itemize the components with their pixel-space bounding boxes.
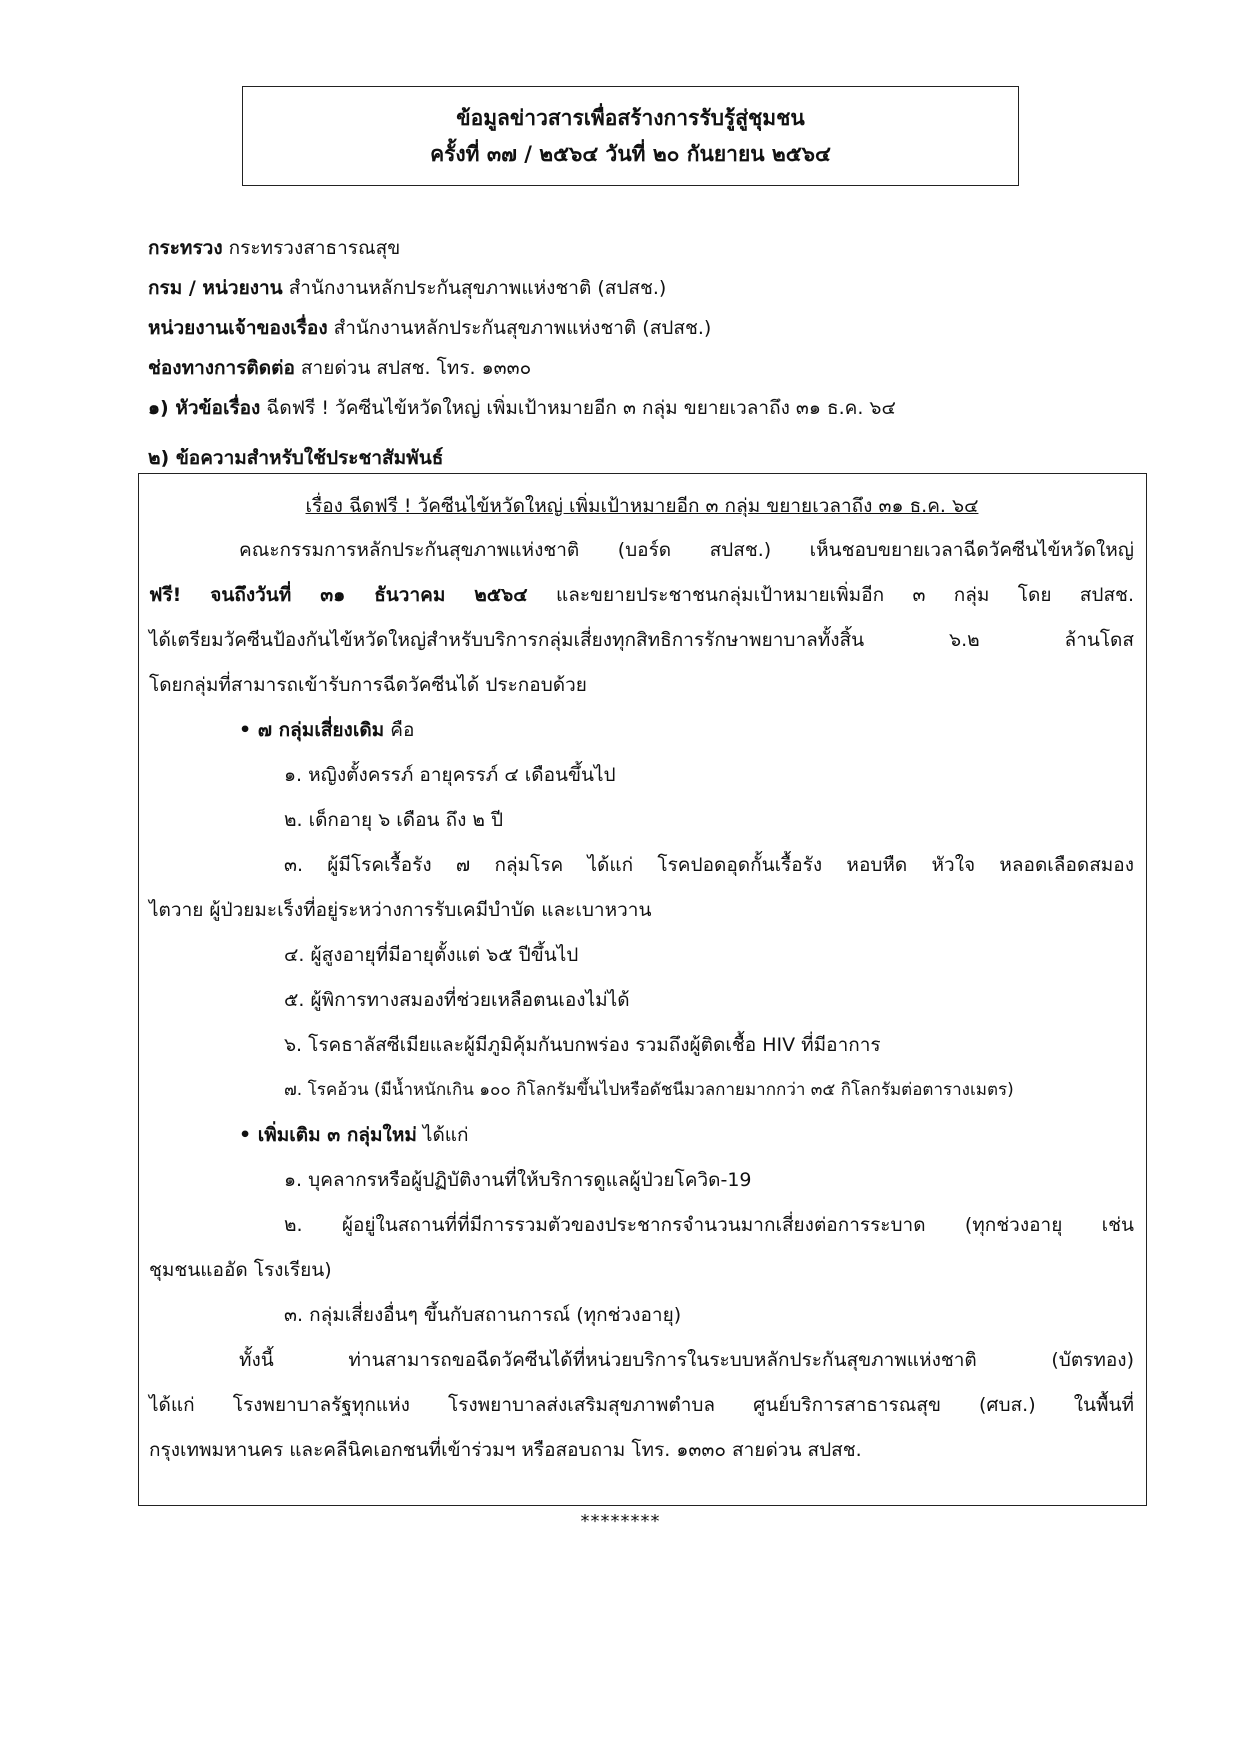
group-old-bullet: • ๗ กลุ่มเสี่ยงเดิม <box>239 719 385 741</box>
list-item: ๗. โรคอ้วน (มีน้ำหนักเกิน ๑๐๐ กิโลกรัมขึ้นไปหรือดัชนีมวลกายมากกว่า ๓๕ กิโลกรัมต่อตารางเมตร) <box>284 1080 1014 1100</box>
pr-paragraph-1-line-4: โดยกลุ่มที่สามารถเข้ารับการฉีดวัคซีนได้ ประกอบด้วย <box>149 674 587 696</box>
meta-owner <box>148 308 1148 348</box>
header-title: ข้อมูลข่าวสารเพื่อสร้างการรับรู้สู่ชุมชน <box>456 106 805 130</box>
pr-paragraph-2-line-1: ทั้งนี้ ท่านสามารถขอฉีดวัคซีนได้ที่หน่วยบริการในระบบหลักประกันสุขภาพแห่งชาติ (บัตรทอง) <box>239 1349 1134 1371</box>
meta-department <box>148 268 1148 308</box>
group-new-bullet: • เพิ่มเติม ๓ กลุ่มใหม่ <box>239 1124 417 1146</box>
meta-contact <box>148 348 1148 388</box>
header-issue-date: ครั้งที่ ๓๗ / ๒๕๖๔ วันที่ ๒๐ กันยายน ๒๕๖๔ <box>430 142 831 166</box>
end-marker: ******** <box>580 1511 661 1532</box>
pr-paragraph-1-line-1: คณะกรรมการหลักประกันสุขภาพแห่งชาติ (บอร์ด สปสช.) เห็นชอบขยายเวลาฉีดวัคซีนไข้หวัดใหญ่ <box>239 539 1134 561</box>
section-topic-label: ๑) หัวข้อเรื่อง <box>148 397 261 419</box>
meta-contact-value: สายด่วน สปสช. โทร. ๑๓๓๐ <box>300 357 532 379</box>
list-item: ๑. บุคลากรหรือผู้ปฏิบัติงานที่ให้บริการดูแลผู้ป่วยโควิด-19 <box>284 1169 752 1191</box>
pr-title: เรื่อง ฉีดฟรี ! วัคซีนไข้หวัดใหญ่ เพิ่มเป้าหมายอีก ๓ กลุ่ม ขยายเวลาถึง ๓๑ ธ.ค. ๖๔ <box>305 495 979 517</box>
pr-free-until-date: ฟรี! จนถึงวันที่ ๓๑ ธันวาคม ๒๕๖๔ <box>149 584 528 606</box>
list-item-continuation: ไตวาย ผู้ป่วยมะเร็งที่อยู่ระหว่างการรับเคมีบำบัด และเบาหวาน <box>149 899 652 921</box>
list-item-continuation: ชุมชนแออัด โรงเรียน) <box>149 1259 332 1281</box>
header-box <box>242 86 1019 186</box>
list-item: ๒. เด็กอายุ ๖ เดือน ถึง ๒ ปี <box>284 809 504 831</box>
list-item: ๓. กลุ่มเสี่ยงอื่นๆ ขึ้นกับสถานการณ์ (ทุกช่วงอายุ) <box>284 1304 682 1326</box>
meta-owner-value: สำนักงานหลักประกันสุขภาพแห่งชาติ (สปสช.) <box>333 317 712 339</box>
pr-paragraph-2-line-3: กรุงเทพมหานคร และคลีนิคเอกชนที่เข้าร่วมฯ หรือสอบถาม โทร. ๑๓๓๐ สายด่วน สปสช. <box>149 1439 862 1461</box>
pr-paragraph-1-line-2 <box>149 577 1134 613</box>
group-new-heading <box>239 1117 469 1153</box>
meta-ministry-label: กระทรวง <box>148 237 223 259</box>
meta-info <box>148 228 1148 388</box>
meta-ministry-value: กระทรวงสาธารณสุข <box>228 237 401 259</box>
meta-contact-label: ช่องทางการติดต่อ <box>148 357 295 379</box>
section-pr-heading: ๒) ข้อความสำหรับใช้ประชาสัมพันธ์ <box>148 447 444 469</box>
list-item: ๒. ผู้อยู่ในสถานที่ที่มีการรวมตัวของประชากรจำนวนมากเสี่ยงต่อการระบาด (ทุกช่วงอายุ เช่น <box>284 1214 1134 1236</box>
section-topic-value: ฉีดฟรี ! วัคซีนไข้หวัดใหญ่ เพิ่มเป้าหมายอีก ๓ กลุ่ม ขยายเวลาถึง ๓๑ ธ.ค. ๖๔ <box>266 397 896 419</box>
meta-department-label: กรม / หน่วยงาน <box>148 277 283 299</box>
list-item: ๖. โรคธาลัสซีเมียและผู้มีภูมิคุ้มกันบกพร่อง รวมถึงผู้ติดเชื้อ HIV ที่มีอาการ <box>284 1034 881 1056</box>
pr-paragraph-2-line-2: ได้แก่ โรงพยาบาลรัฐทุกแห่ง โรงพยาบาลส่งเสริมสุขภาพตำบล ศูนย์บริการสาธารณสุข (ศบส.) ในพื้นที่ <box>149 1394 1134 1416</box>
list-item: ๑. หญิงตั้งครรภ์ อายุครรภ์ ๔ เดือนขึ้นไป <box>284 764 616 786</box>
pr-paragraph-1-line-3: ได้เตรียมวัคซีนป้องกันไข้หวัดใหญ่สำหรับบริการกลุ่มเสี่ยงทุกสิทธิการรักษาพยาบาลทั้งสิ้น ๖.๒ ล้านโดส <box>149 629 1134 651</box>
list-item: ๔. ผู้สูงอายุที่มีอายุตั้งแต่ ๖๕ ปีขึ้นไป <box>284 944 579 966</box>
list-item: ๓. ผู้มีโรคเรื้อรัง ๗ กลุ่มโรค ได้แก่ โรคปอดอุดกั้นเรื้อรัง หอบหืด หัวใจ หลอดเลือดสมอง <box>284 854 1134 876</box>
group-old-heading <box>239 712 414 748</box>
meta-department-value: สำนักงานหลักประกันสุขภาพแห่งชาติ (สปสช.) <box>288 277 667 299</box>
pr-message-box <box>138 473 1147 1506</box>
pr-paragraph-1-line-2-rest: และขยายประชาชนกลุ่มเป้าหมายเพิ่มอีก ๓ กลุ่ม โดย สปสช. <box>527 584 1134 606</box>
group-old-suffix: คือ <box>384 719 415 741</box>
meta-ministry <box>148 228 1148 268</box>
list-item: ๕. ผู้พิการทางสมองที่ช่วยเหลือตนเองไม่ได้ <box>284 989 630 1011</box>
group-new-suffix: ได้แก่ <box>416 1124 469 1146</box>
meta-owner-label: หน่วยงานเจ้าของเรื่อง <box>148 317 328 339</box>
section-topic <box>148 390 896 426</box>
